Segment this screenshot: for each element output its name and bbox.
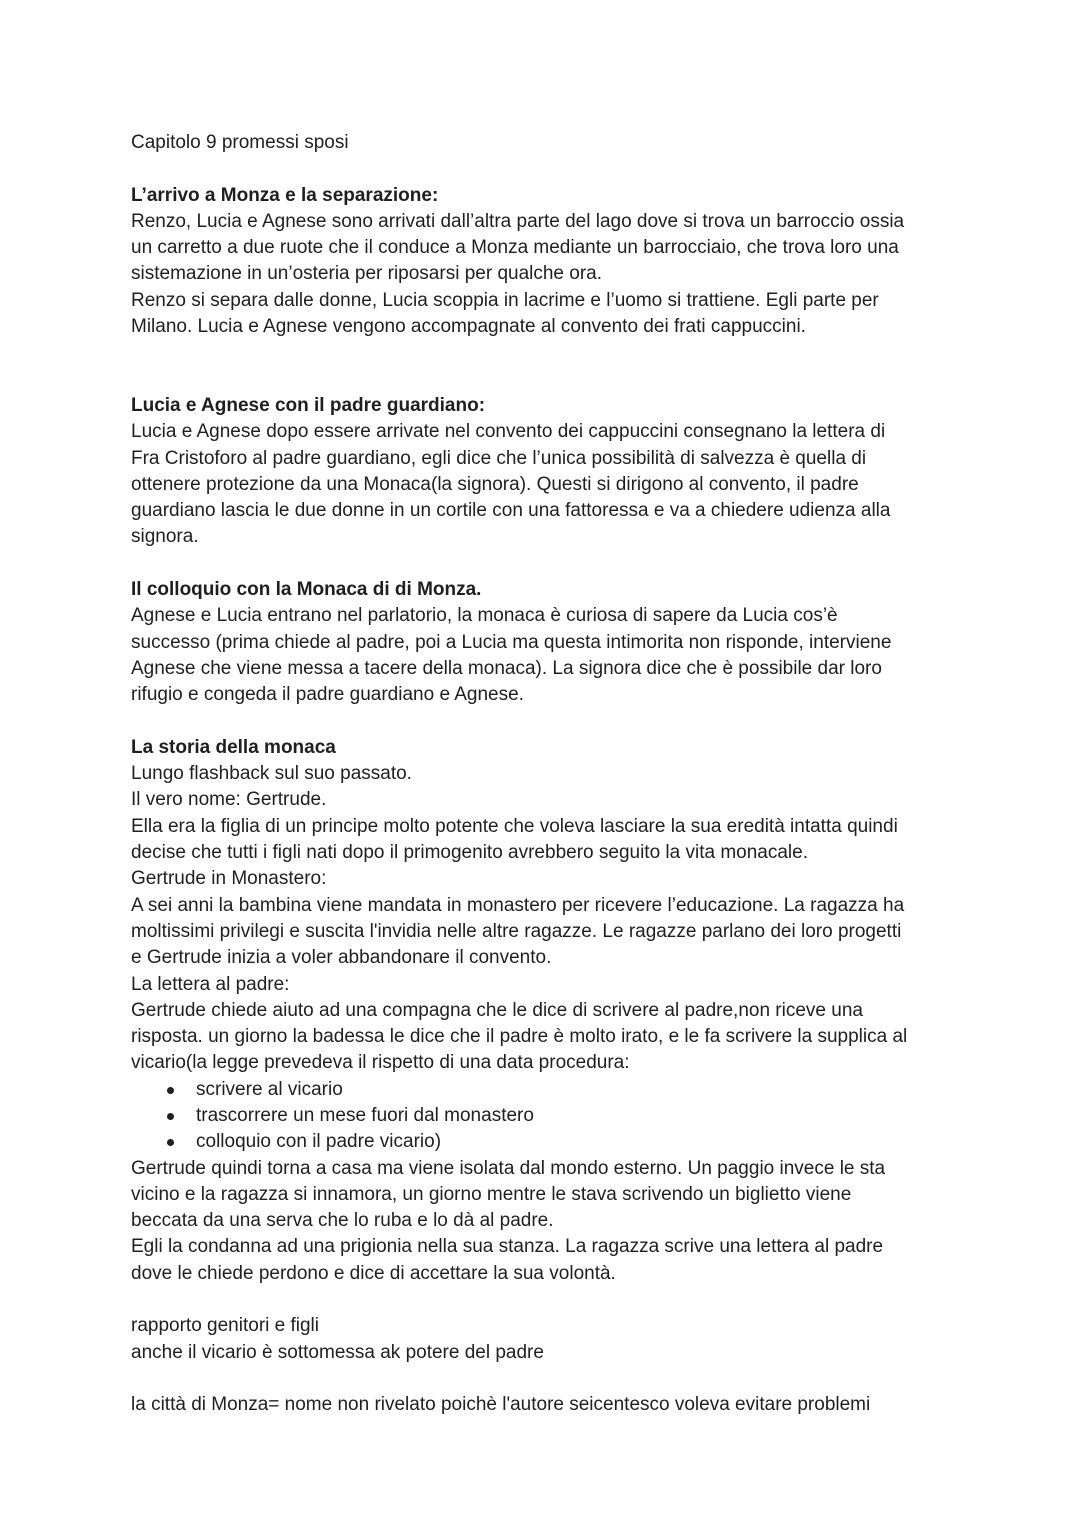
paragraph-line: risposta. un giorno la badessa le dice che il padre è molto irato, e le fa scrivere la supplica al	[131, 1026, 908, 1048]
procedure-list	[131, 1077, 961, 1156]
paragraph-line: Egli la condanna ad una prigionia nella sua stanza. La ragazza scrive una lettera al padre	[131, 1236, 884, 1258]
paragraph-line: beccata da una serva che lo ruba e lo dà al padre.	[131, 1210, 554, 1232]
section-arrivo-monza	[131, 183, 961, 341]
list-item	[131, 1077, 961, 1103]
spacer	[131, 551, 961, 577]
paragraph-line: dove le chiede perdono e dice di accettare la sua volontà.	[131, 1262, 616, 1284]
section-padre-guardiano	[131, 393, 961, 551]
paragraph-line: un carretto a due ruote che il conduce a Monza mediante un barrocciaio, che trova loro una	[131, 237, 899, 259]
paragraph-line: moltissimi privilegi e suscita l'invidia nelle altre ragazze. Le ragazze parlano dei loro progetti	[131, 920, 902, 942]
section-heading: La storia della monaca	[131, 736, 336, 758]
bullet-icon	[167, 1113, 174, 1120]
list-item	[131, 1129, 961, 1155]
paragraph-line: Agnese che viene messa a tacere della monaca). La signora dice che è possibile dar loro	[131, 657, 882, 679]
paragraph-line: guardiano lascia le due donne in un cortile con una fattoressa e va a chiedere udienza alla	[131, 500, 891, 522]
paragraph-line: decise che tutti i figli nati dopo il primogenito avrebbero seguito la vita monacale.	[131, 842, 808, 864]
spacer	[131, 367, 961, 393]
section-heading: Lucia e Agnese con il padre guardiano:	[131, 394, 486, 416]
spacer	[131, 1366, 961, 1392]
notes-block	[131, 1313, 961, 1366]
section-storia-monaca	[131, 735, 961, 1287]
section-heading: Il colloquio con la Monaca di di Monza.	[131, 579, 482, 601]
paragraph-line: vicario(la legge prevedeva il rispetto di una data procedura:	[131, 1052, 630, 1074]
note-line: rapporto genitori e figli	[131, 1315, 319, 1337]
document-title: Capitolo 9 promessi sposi	[131, 132, 349, 153]
list-item-text: scrivere al vicario	[196, 1078, 343, 1100]
list-item-text: trascorrere un mese fuori dal monastero	[196, 1104, 534, 1126]
paragraph-line: Lungo flashback sul suo passato.	[131, 763, 412, 785]
paragraph-line: sistemazione in un’osteria per riposarsi per qualche ora.	[131, 263, 603, 285]
section-colloquio-monaca	[131, 577, 961, 708]
paragraph-line: signora.	[131, 526, 199, 548]
list-item-text: colloquio con il padre vicario)	[196, 1131, 442, 1153]
paragraph-line: vicino e la ragazza si innamora, un giorno mentre le stava scrivendo un biglietto viene	[131, 1183, 852, 1205]
paragraph-line: Gertrude quindi torna a casa ma viene isolata dal mondo esterno. Un paggio invece le sta	[131, 1157, 886, 1179]
paragraph-line: Milano. Lucia e Agnese vengono accompagnate al convento dei frati cappuccini.	[131, 316, 806, 338]
paragraph-line: Gertrude in Monastero:	[131, 868, 327, 890]
list-item	[131, 1103, 961, 1129]
paragraph-line: Renzo, Lucia e Agnese sono arrivati dall’altra parte del lago dove si trova un barroccio ossia	[131, 210, 905, 232]
paragraph-line: ottenere protezione da una Monaca(la signora). Questi si dirigono al convento, il padre	[131, 473, 859, 495]
paragraph-line: Lucia e Agnese dopo essere arrivate nel convento dei cappuccini consegnano la lettera di	[131, 421, 886, 443]
section-heading: L’arrivo a Monza e la separazione:	[131, 184, 439, 206]
paragraph-line: rifugio e congeda il padre guardiano e Agnese.	[131, 684, 524, 706]
paragraph-line: Ella era la figlia di un principe molto potente che voleva lasciare la sua eredità intatta quindi	[131, 815, 898, 837]
paragraph-line: Il vero nome: Gertrude.	[131, 789, 327, 811]
paragraph-line: La lettera al padre:	[131, 973, 290, 995]
paragraph-line: Renzo si separa dalle donne, Lucia scoppia in lacrime e l’uomo si trattiene. Egli parte per	[131, 289, 879, 311]
paragraph-line: successo (prima chiede al padre, poi a Lucia ma questa intimorita non risponde, interviene	[131, 631, 892, 653]
spacer	[131, 709, 961, 735]
final-note: la città di Monza= nome non rivelato poichè l'autore seicentesco voleva evitare problemi	[131, 1394, 871, 1416]
spacer	[131, 1287, 961, 1313]
note-line: anche il vicario è sottomessa ak potere del padre	[131, 1341, 544, 1363]
paragraph-line: e Gertrude inizia a voler abbandonare il convento.	[131, 947, 552, 969]
bullet-icon	[167, 1087, 174, 1094]
paragraph-line: A sei anni la bambina viene mandata in monastero per ricevere l’educazione. La ragazza ha	[131, 894, 905, 916]
spacer	[131, 340, 961, 366]
paragraph-line: Agnese e Lucia entrano nel parlatorio, la monaca è curiosa di sapere da Lucia cos’è	[131, 605, 838, 627]
paragraph-line: Fra Cristoforo al padre guardiano, egli dice che l’unica possibilità di salvezza è quella di	[131, 447, 867, 469]
spacer	[131, 156, 961, 182]
document-body	[131, 130, 961, 1419]
paragraph-line: Gertrude chiede aiuto ad una compagna che le dice di scrivere al padre,non riceve una	[131, 999, 863, 1021]
